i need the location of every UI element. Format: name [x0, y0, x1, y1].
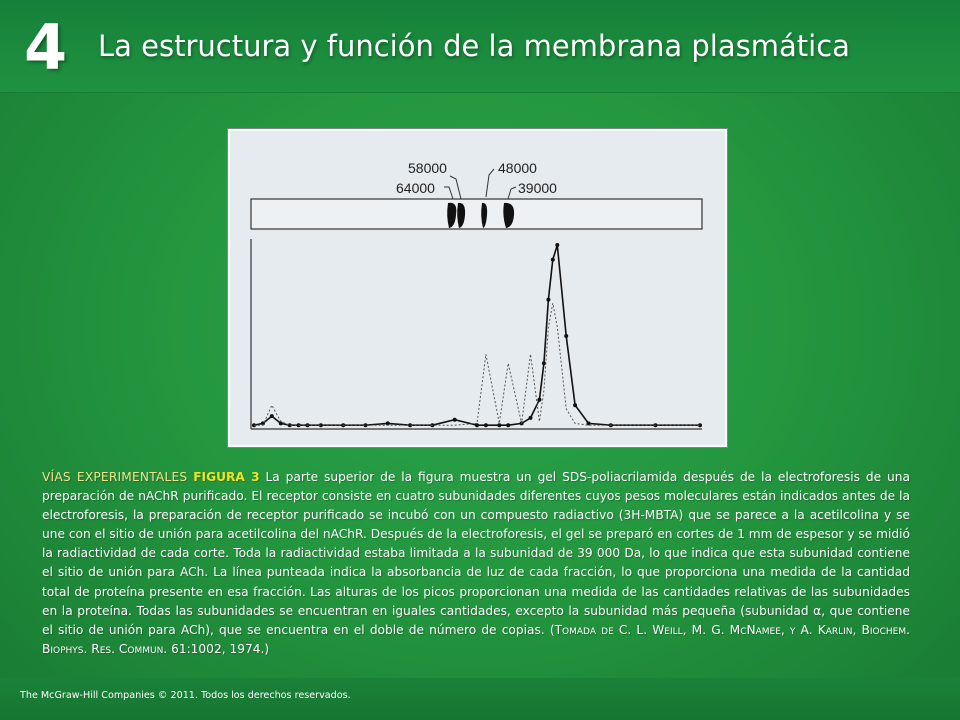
- series-line-absorbancia: [254, 303, 700, 425]
- data-point-radiactividad: [270, 414, 274, 418]
- data-point-radiactividad: [529, 416, 533, 420]
- mw-label-58000: 58000: [408, 160, 447, 176]
- figure-panel: [228, 129, 727, 447]
- plot-area: [252, 243, 702, 427]
- slide-title: La estructura y función de la membrana plasmática: [98, 29, 850, 63]
- caption-label: VÍAS EXPERIMENTALES: [42, 470, 188, 484]
- gel-and-chart: [230, 131, 725, 445]
- data-point-radiactividad: [506, 423, 510, 427]
- leader-48000: [486, 169, 494, 197]
- leader-64000: [444, 187, 453, 199]
- caption-figure-ref: FIGURA 3: [193, 470, 260, 484]
- copyright-text: The McGraw-Hill Companies © 2011. Todos los derechos reservados.: [20, 690, 351, 701]
- mw-label-48000: 48000: [498, 160, 537, 176]
- chapter-number: 4: [24, 11, 68, 84]
- data-point-radiactividad: [542, 361, 546, 365]
- mw-label-39000: 39000: [518, 180, 557, 196]
- data-point-radiactividad: [551, 258, 555, 262]
- figure-caption: [42, 468, 910, 664]
- data-point-radiactividad: [546, 298, 550, 302]
- series-line-radiactividad: [254, 245, 700, 425]
- gel-strip: [251, 199, 702, 229]
- mw-label-64000: 64000: [396, 180, 435, 196]
- caption-citation-source: Tomada de C. L. Weill, M. G. McNamee, y A. Karlin, Biochem. Biophys. Res. Commun.: [42, 622, 911, 656]
- data-point-radiactividad: [484, 423, 488, 427]
- data-point-radiactividad: [453, 418, 457, 422]
- data-point-radiactividad: [497, 423, 501, 427]
- data-point-radiactividad: [537, 398, 541, 402]
- data-point-radiactividad: [573, 403, 577, 407]
- leader-39000: [508, 187, 516, 199]
- caption-body: La parte superior de la figura muestra un gel SDS-poliacrilamida después de la electroforesis de una preparación de nAChR purificado. El receptor consiste en cuatro subunidades diferentes cuyos pesos moleculares están indicados antes de la electroforesis, la preparación de receptor purificado se incubó con un compuesto radiactivo (3H-MBTA) que se parece a la acetilcolina y se une con el sitio de unión para acetilcolina del nAChR. Después de la electroforesis, el gel se preparó en cortes de 1 mm de espesor y se midió la radiactividad de cada corte. Toda la radiactividad estaba limitada a la subunidad de 39 000 Da, lo que indica que esta subunidad contiene el sitio de unión para ACh. La línea punteada indica la absorbancia de luz de cada fracción, lo que proporciona una medida de la cantidad total de proteína presente en esa fracción. Las alturas de los picos proporcionan una medida de las cantidades relativas de las subunidades en la proteína. Todas las subunidades se encuentran en iguales cantidades, excepto la subunidad más pequeña (subunidad α, que contiene el sitio de unión para ACh), que se encuentra en el doble de número de copias.: [42, 470, 910, 637]
- caption-citation-open: (: [549, 622, 555, 637]
- caption-citation-ref: 61:1002, 1974.): [171, 641, 270, 656]
- data-point-radiactividad: [555, 243, 559, 247]
- data-point-radiactividad: [564, 334, 568, 338]
